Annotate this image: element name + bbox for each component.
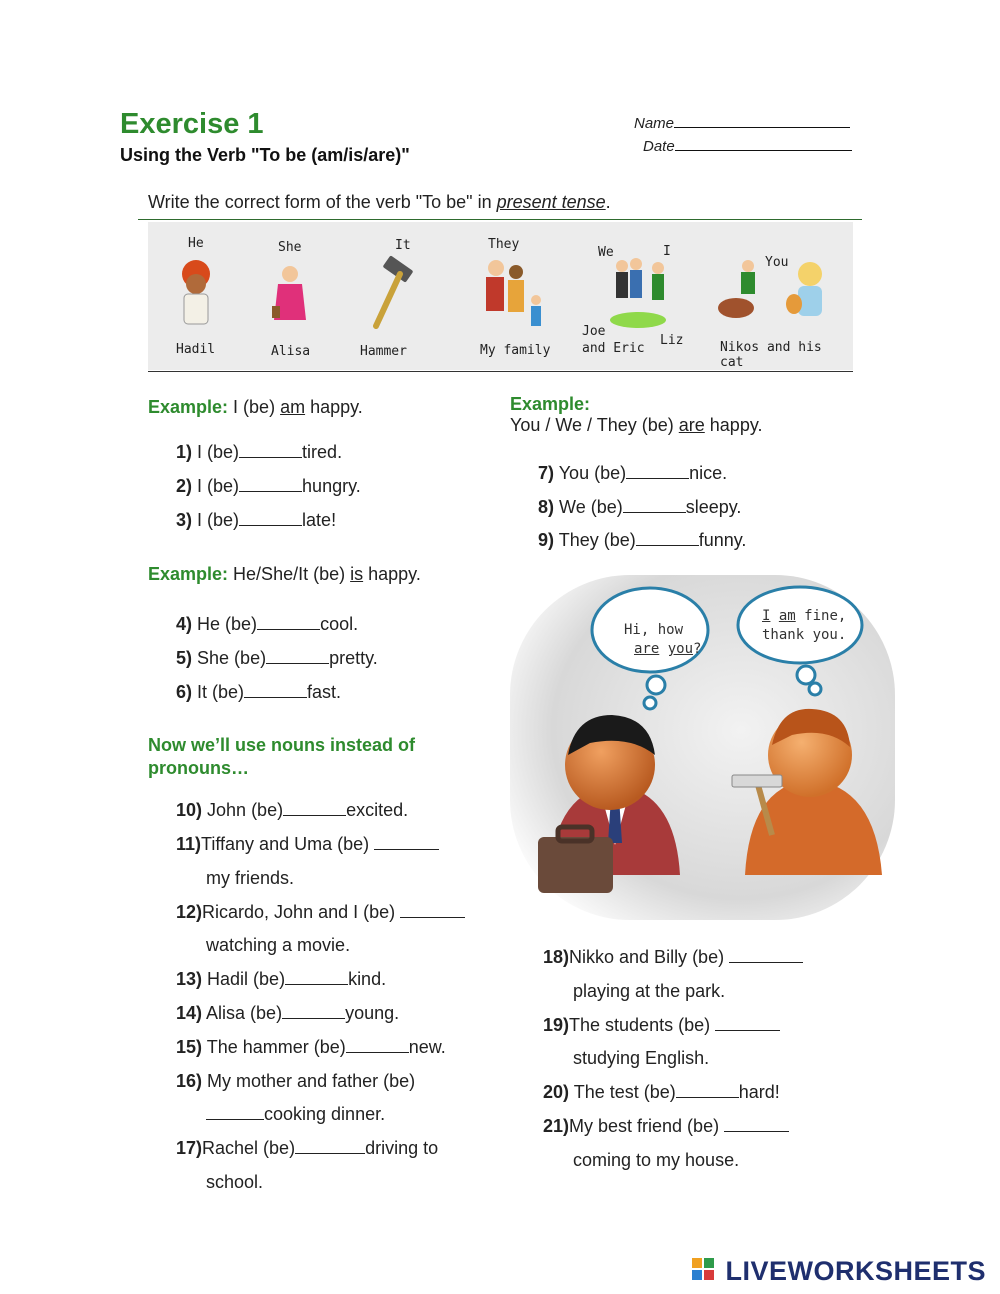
name-joe: Joe [582,324,606,339]
girl-icon [272,266,306,320]
question-20: 20) The test (be) hard! [543,1082,780,1102]
name-field [634,113,850,132]
date-line[interactable] [675,136,852,151]
question-8: 8) We (be) sleepy. [538,497,742,517]
question-7: 7) You (be) nice. [538,463,728,483]
question-9: 9) They (be) funny. [538,530,747,550]
boy-icon [182,260,210,324]
answer-11[interactable] [374,835,439,850]
date-field [643,136,852,155]
question-12: 12)Ricardo, John and I (be) [176,902,465,923]
answer-4[interactable] [257,615,320,630]
question-12-cont: watching a movie. [206,935,351,955]
hammer-icon [376,255,413,326]
answer-13[interactable] [285,970,348,985]
answer-9[interactable] [636,531,699,546]
question-11-cont: my friends. [206,868,295,888]
bubble-text-right: I am fine, thank you. [762,608,847,643]
example-is: Example: He/She/It (be) is happy. [148,564,421,584]
name-hadil: Hadil [176,342,216,357]
label-i: I [663,244,671,259]
label-he: He [188,236,204,251]
group-icon [610,258,666,328]
name-alisa: Alisa [271,344,311,359]
divider-strip [148,371,853,372]
question-16-cont: cooking dinner. [206,1104,385,1125]
page-title: Exercise 1 [120,108,264,140]
question-14: 14) Alisa (be) young. [176,1003,400,1023]
answer-6[interactable] [244,683,307,698]
question-18: 18)Nikko and Billy (be) [543,947,803,968]
question-17: 17)Rachel (be) driving to [176,1138,439,1158]
label-it: It [395,238,411,253]
bubble-text-left: Hi, how are you? [624,622,702,657]
name-my-family: My family [480,343,551,358]
family-icon [486,260,541,326]
question-19: 19)The students (be) [543,1015,780,1036]
example-are: Example: You / We / They (be) are happy. [510,394,763,435]
name-nikos: Nikos and his cat [720,340,822,370]
answer-16[interactable] [206,1105,264,1120]
page-subtitle: Using the Verb "To be (am/is/are)" [120,145,410,165]
answer-21[interactable] [724,1117,789,1132]
question-13: 13) Hadil (be) kind. [176,969,387,989]
instruction: Write the correct form of the verb "To be" in present tense. [148,192,611,212]
nouns-heading: Now we’ll use nouns instead of pronouns… [148,735,416,778]
question-16: 16) My mother and father (be) [176,1071,416,1091]
name-line[interactable] [674,113,850,128]
question-15: 15) The hammer (be) new. [176,1037,446,1057]
question-1: 1) I (be) tired. [176,442,343,462]
divider-top [138,219,862,220]
date-label: Date [643,138,675,155]
name-and-eric: and Eric [582,341,645,356]
name-label: Name [634,115,675,132]
answer-20[interactable] [676,1083,739,1098]
question-21: 21)My best friend (be) [543,1116,789,1137]
question-2: 2) I (be) hungry. [176,476,361,496]
question-3: 3) I (be) late! [176,510,337,530]
answer-10[interactable] [283,801,346,816]
label-they: They [488,237,520,252]
answer-17[interactable] [295,1139,365,1154]
liveworksheets-logo-icon [692,1258,714,1280]
question-21-cont: coming to my house. [573,1150,740,1170]
answer-15[interactable] [346,1038,409,1053]
example-am: Example: I (be) am happy. [148,397,363,417]
answer-19[interactable] [715,1016,780,1031]
name-hammer: Hammer [360,344,407,359]
label-we: We [598,245,614,260]
question-10: 10) John (be) excited. [176,800,409,820]
question-17-cont: school. [206,1172,264,1192]
present-tense-emphasis: present tense [496,192,606,212]
question-6: 6) It (be) fast. [176,682,342,702]
question-19-cont: studying English. [573,1048,710,1068]
name-liz: Liz [660,333,684,348]
question-11: 11)Tiffany and Uma (be) [176,834,439,855]
answer-7[interactable] [626,464,689,479]
answer-12[interactable] [400,903,465,918]
answer-2[interactable] [239,477,302,492]
question-18-cont: playing at the park. [573,981,726,1001]
answer-14[interactable] [282,1004,345,1019]
picture-strip [148,222,853,370]
label-she: She [278,240,302,255]
answer-18[interactable] [729,948,803,963]
label-you: You [765,255,789,270]
answer-3[interactable] [239,511,302,526]
answer-8[interactable] [623,498,686,513]
conversation-illustration [510,575,895,920]
answer-5[interactable] [266,649,329,664]
answer-1[interactable] [239,443,302,458]
liveworksheets-logo[interactable]: LIVEWORKSHEETS [725,1256,986,1286]
question-5: 5) She (be) pretty. [176,648,378,668]
question-4: 4) He (be) cool. [176,614,359,634]
